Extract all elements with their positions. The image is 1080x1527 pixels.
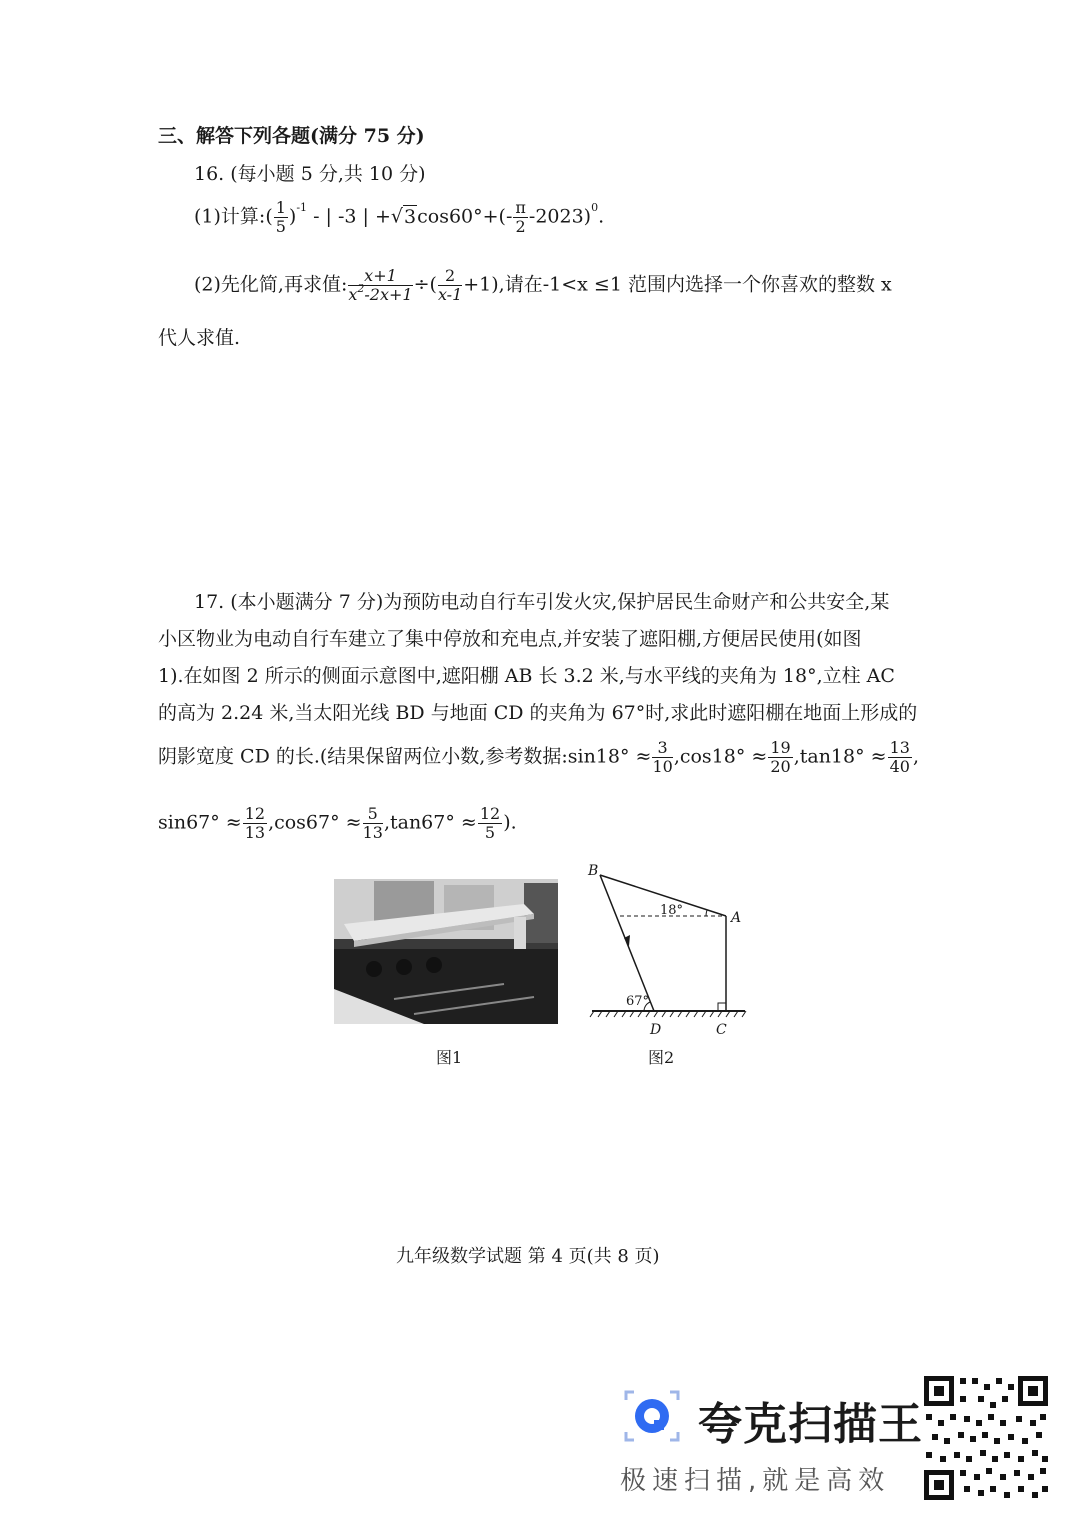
- sqrt-radicand: 3: [404, 205, 417, 228]
- frac-num: 3: [652, 740, 672, 758]
- label-b: B: [588, 863, 599, 879]
- figure-2-diagram: [580, 860, 760, 1040]
- den-exp: 2: [357, 282, 365, 295]
- p2-tail: +1),请在-1<x ≤1 范围内选择一个你喜欢的整数 x: [463, 273, 892, 296]
- frac-den: 40: [889, 757, 910, 776]
- frac-sin67: [243, 806, 267, 841]
- q16-part2: [194, 268, 892, 303]
- frac-num: 5: [363, 806, 383, 824]
- exp-neg1: -1: [296, 200, 308, 214]
- p1-end: .: [598, 205, 605, 228]
- label-angle-67: 67°: [626, 994, 650, 1009]
- watermark-slogan: 极速扫描,就是高效: [620, 1466, 891, 1496]
- ref2-cos-label: ,cos67° ≈: [268, 811, 362, 834]
- label-c: C: [716, 1022, 727, 1038]
- q17-reference-data-1: [158, 740, 919, 775]
- frac-num: 12: [244, 804, 266, 823]
- frac-cos18: [768, 740, 792, 775]
- p2-div: ÷(: [413, 273, 437, 296]
- q17-line-2: 小区物业为电动自行车建立了集中停放和充电点,并安装了遮阳棚,方便居民使用(如图: [158, 628, 862, 650]
- q17-line-1: 17. (本小题满分 7 分)为预防电动自行车引发火灾,保护居民生命财产和公共安全,某: [194, 591, 890, 613]
- right-angle-mark: [718, 1003, 726, 1011]
- p1-mid1: - | -3 | +: [307, 205, 391, 228]
- ref2-end: ).: [503, 811, 517, 834]
- p2-prefix: (2)先化简,再求值:: [194, 273, 348, 296]
- qr-code-icon: [924, 1376, 1048, 1500]
- q16-part2-line2: 代人求值.: [158, 327, 241, 349]
- frac-cos67: [363, 806, 383, 841]
- ref2-tan-label: ,tan67° ≈: [383, 811, 477, 834]
- q17-line-4: 的高为 2.24 米,当太阳光线 BD 与地面 CD 的夹角为 67°时,求此时遮阳棚在地面上形成的: [158, 702, 918, 724]
- fraction-x-plus-1: [348, 268, 412, 303]
- label-a: A: [731, 910, 742, 926]
- frac-num: 1: [275, 198, 286, 217]
- ref1-prefix: 阴影宽度 CD 的长.(结果保留两位小数,参考数据:sin18° ≈: [158, 745, 652, 768]
- carport-photo-illustration: [334, 879, 558, 1024]
- frac-tan67: [478, 806, 502, 841]
- frac-den: 20: [770, 757, 791, 776]
- section-title: 三、解答下列各题(满分 75 分): [158, 125, 425, 147]
- frac-num: x+1: [348, 268, 412, 286]
- frac-den: 2: [515, 217, 526, 236]
- ref1-tan-label: ,tan18° ≈: [793, 745, 887, 768]
- ref2-sin-label: sin67° ≈: [158, 811, 242, 834]
- p1-mid3: -2023): [528, 205, 592, 228]
- frac-den: x-1: [437, 285, 463, 304]
- p1-prefix: (1)计算:(: [194, 205, 273, 228]
- den-x: x: [348, 285, 358, 304]
- segment-bd: [600, 875, 654, 1011]
- quark-logo-icon: [620, 1386, 684, 1446]
- frac-den: 10: [652, 757, 673, 776]
- figure-2-caption: 图2: [648, 1048, 675, 1067]
- ref1-end: ,: [912, 745, 919, 768]
- frac-den: [348, 282, 413, 304]
- q16-part1: [194, 200, 604, 235]
- frac-den: 5: [484, 823, 496, 842]
- angle-18-arc: [706, 910, 707, 916]
- frac-den: 13: [244, 823, 266, 842]
- sqrt-sign: √: [390, 205, 404, 228]
- p1-mid2: cos60°+(-: [417, 205, 513, 228]
- frac-tan18: [888, 740, 912, 775]
- ref1-cos-label: ,cos18° ≈: [673, 745, 768, 768]
- figure-1-caption: 图1: [436, 1048, 463, 1067]
- frac-den: 5: [275, 217, 286, 236]
- fraction-1-5: [274, 200, 288, 235]
- label-d: D: [650, 1022, 662, 1038]
- exp-zero: 0: [591, 200, 599, 214]
- fraction-pi-2: [513, 200, 528, 235]
- frac-num: 12: [479, 804, 501, 823]
- watermark-app-name: 夸克扫描王: [698, 1399, 923, 1450]
- geometry-diagram: [580, 860, 760, 1040]
- den-rest: -2x+1: [364, 285, 413, 304]
- q17-line-3: 1).在如图 2 所示的侧面示意图中,遮阳棚 AB 长 3.2 米,与水平线的夹角为 18°,立柱 AC: [158, 665, 895, 687]
- label-angle-18: 18°: [660, 903, 684, 918]
- q16-heading: 16. (每小题 5 分,共 10 分): [194, 163, 426, 185]
- frac-sin18: [652, 740, 672, 775]
- frac-num: 2: [438, 268, 462, 286]
- figure-1-photo: [334, 879, 558, 1024]
- q17-reference-data-2: [158, 806, 517, 841]
- frac-den: 13: [362, 823, 383, 842]
- frac-num: π: [515, 198, 526, 217]
- p1-close: ): [288, 205, 297, 228]
- frac-num: 19: [770, 738, 791, 757]
- fraction-2-x-minus-1: [438, 268, 462, 303]
- frac-num: 13: [889, 738, 910, 757]
- page-footer: 九年级数学试题 第 4 页(共 8 页): [396, 1246, 660, 1267]
